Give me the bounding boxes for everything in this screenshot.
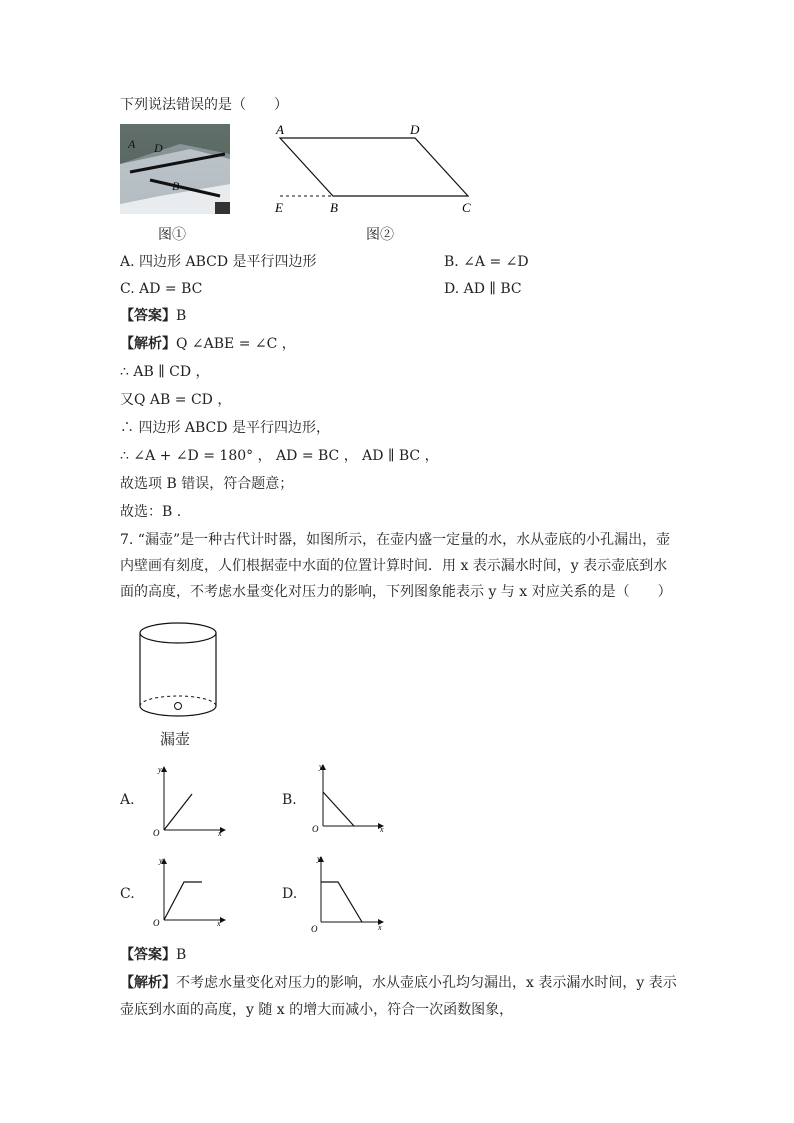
photo-label-b: B	[172, 179, 180, 193]
fig2-label-b: B	[330, 200, 338, 215]
parallelogram-figure	[270, 120, 480, 220]
q6-analysis-label: 【解析】	[120, 336, 176, 352]
graph-a-xlabel: x	[218, 829, 222, 837]
q7-answer-value: B	[176, 947, 187, 963]
fig1-caption: 图①	[158, 227, 186, 243]
graph-c-ylabel: y	[159, 856, 163, 865]
q7-analysis-line1	[120, 973, 677, 993]
q7-stem-line3: 面的高度，不考虑水量变化对压力的影响，下列图象能表示 y 与 x 对应关系的是（ ）	[120, 584, 672, 600]
q7-analysis-line2: 壶底到水面的高度，y 随 x 的增大而减小，符合一次函数图象，	[120, 1002, 514, 1018]
graph-d-xlabel: x	[378, 923, 382, 932]
q7-stem-line2: 内壁画有刻度，人们根据壶中水面的位置计算时间．用 x 表示漏水时间，y 表示壶底到水	[120, 558, 668, 574]
q7-answer-label: 【答案】	[120, 947, 176, 963]
q6-analysis-0	[120, 334, 296, 354]
graph-c-xlabel: x	[217, 919, 221, 928]
graph-d-ylabel: y	[317, 854, 321, 863]
graph-a-origin: O	[153, 828, 160, 837]
q6-analysis-1: ∴ AB ∥ CD ，	[120, 364, 210, 380]
photo-label-d: D	[154, 141, 163, 155]
option-a: A. 四边形 ABCD 是平行四边形	[120, 254, 317, 270]
q6-analysis-5: 故选项 B 错误，符合题意；	[120, 476, 294, 492]
q6-answer-value: B	[176, 308, 187, 324]
fig2-label-c: C	[462, 200, 471, 215]
graph-b-xlabel: x	[380, 825, 384, 834]
graph-c	[150, 854, 230, 929]
graph-label-d: D.	[282, 886, 298, 902]
photo-label-a: A	[128, 137, 136, 151]
graph-label-a: A.	[120, 792, 135, 808]
option-c: C. AD = BC	[120, 281, 203, 297]
graph-d-origin: O	[311, 924, 318, 934]
q6-answer	[120, 306, 186, 326]
option-d: D. AD ∥ BC	[444, 281, 522, 297]
graph-b	[310, 762, 390, 837]
graph-a	[150, 762, 230, 837]
graph-label-b: B.	[282, 792, 297, 808]
q7-answer	[120, 945, 186, 965]
q7-analysis-text1: 不考虑水量变化对压力的影响，水从壶底小孔均匀漏出，x 表示漏水时间，y 表示	[176, 975, 677, 991]
q6-analysis-4: ∴ ∠A + ∠D = 180° ， AD = BC ， AD ∥ BC ，	[120, 448, 439, 464]
option-b: B. ∠A = ∠D	[444, 254, 529, 270]
q7-analysis-label: 【解析】	[120, 975, 176, 991]
graph-label-c: C.	[120, 886, 135, 902]
q6-analysis-text: Q ∠ABE = ∠C ，	[176, 336, 296, 352]
windshield-photo	[120, 124, 230, 214]
q6-analysis-2: 又Q AB = CD ，	[120, 392, 232, 408]
q6-answer-label: 【答案】	[120, 308, 176, 324]
fig2-caption: 图②	[366, 227, 394, 243]
graph-b-origin: O	[312, 824, 319, 834]
q7-stem-line1: 7. “漏壶”是一种古代计时器，如图所示，在壶内盛一定量的水，水从壶底的小孔漏出，壶	[120, 532, 671, 548]
fig2-label-e: E	[275, 200, 283, 215]
graph-a-ylabel: y	[158, 765, 162, 774]
fig2-label-a: A	[276, 122, 284, 137]
graph-b-ylabel: y	[319, 762, 323, 771]
graph-d	[310, 854, 390, 934]
q6-analysis-6: 故选：B .	[120, 504, 182, 520]
graph-c-origin: O	[153, 918, 160, 928]
fig2-label-d: D	[410, 122, 420, 137]
q6-stem: 下列说法错误的是（ ）	[120, 97, 288, 113]
water-clock-figure	[132, 618, 224, 724]
water-clock-caption: 漏壶	[160, 730, 191, 748]
q6-analysis-3: ∴ 四边形 ABCD 是平行四边形，	[120, 420, 330, 436]
